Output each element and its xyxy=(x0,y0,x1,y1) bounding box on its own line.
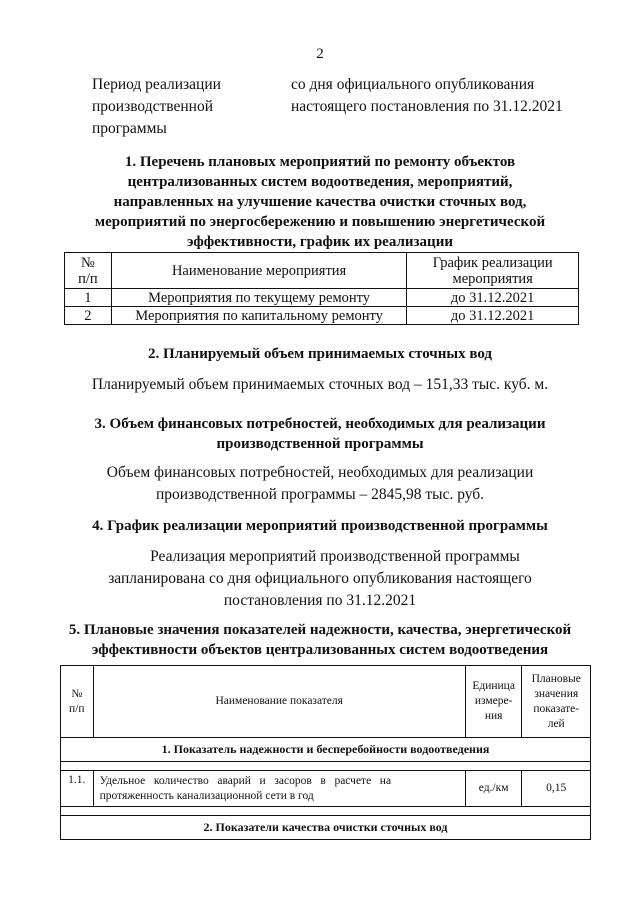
row-name-line: Удельное количество аварий и засоров в расчете на xyxy=(99,774,392,787)
period-label-line: программы xyxy=(92,120,167,137)
section4-text xyxy=(40,546,600,612)
section3-title-line: производственной программы xyxy=(216,436,424,452)
header-plan-line: лей xyxy=(547,717,565,730)
section4-text-line: запланирована со дня официального опубликования настоящего xyxy=(108,570,532,587)
header-schedule-line: мероприятия xyxy=(452,270,533,287)
table-spacer-row xyxy=(61,807,591,816)
header-unit-line: измере- xyxy=(474,695,513,707)
section3-text-line: Объем финансовых потребностей, необходимых для реализации xyxy=(106,464,534,481)
subsection-title: 2. Показатели качества очистки сточных вод xyxy=(61,816,591,840)
table-row xyxy=(61,771,591,807)
section4-title: 4. График реализации мероприятий производственной программы xyxy=(92,518,548,534)
row-num: 1 xyxy=(65,289,112,307)
section1-title-line: централизованных систем водоотведения, мероприятий, xyxy=(127,174,513,190)
header-schedule xyxy=(407,253,579,289)
section3-title xyxy=(40,414,600,454)
header-plan-line: значения xyxy=(534,687,579,700)
header-schedule-line: График реализации xyxy=(432,254,553,271)
header-plan-line: Плановые xyxy=(531,672,581,685)
section1-title xyxy=(40,152,600,252)
header-plan xyxy=(522,666,591,738)
row-schedule: до 31.12.2021 xyxy=(407,307,579,325)
header-num xyxy=(61,666,94,738)
spacer-cell xyxy=(61,807,591,816)
section3-text xyxy=(40,462,600,506)
period-label-line: Период реализации xyxy=(92,76,221,93)
table-section-row xyxy=(61,738,591,762)
row-num: 2 xyxy=(65,307,112,325)
section5-title xyxy=(40,620,600,660)
section1-title-line: 1. Перечень плановых мероприятий по ремонту объектов xyxy=(124,154,516,170)
header-plan-line: показате- xyxy=(533,702,580,715)
section1-title-line: эффективности, график их реализации xyxy=(187,234,453,250)
spacer-cell xyxy=(61,762,591,771)
table-row xyxy=(65,289,579,307)
table-row xyxy=(65,307,579,325)
section2-title: 2. Планируемый объем принимаемых сточных вод xyxy=(147,346,493,362)
header-num-line: п/п xyxy=(78,270,98,287)
section2-text: Планируемый объем принимаемых сточных вод – 151,33 тыс. куб. м. xyxy=(91,376,549,393)
table-header-row xyxy=(65,253,579,289)
page-number: 2 xyxy=(316,46,324,62)
header-name: Наименование мероприятия xyxy=(111,253,407,289)
header-unit-line: Единица xyxy=(472,680,515,692)
header-name: Наименование показателя xyxy=(93,666,465,738)
section5-title-line: 5. Плановые значения показателей надежности, качества, энергетической xyxy=(68,622,572,638)
period-label-line: производственной xyxy=(92,98,214,115)
period-value xyxy=(291,74,581,118)
table-header-row xyxy=(61,666,591,738)
indicators-table xyxy=(60,665,591,840)
row-name xyxy=(93,771,465,807)
table-spacer-row xyxy=(61,762,591,771)
header-unit xyxy=(465,666,522,738)
measures-table xyxy=(64,252,579,325)
subsection-title: 1. Показатель надежности и бесперебойности водоотведения xyxy=(61,738,591,762)
section1-title-line: мероприятий по энергосбережению и повышению энергетической xyxy=(94,214,546,230)
table-section-row xyxy=(61,816,591,840)
row-schedule: до 31.12.2021 xyxy=(407,289,579,307)
period-value-line: со дня официального опубликования xyxy=(291,76,535,93)
section4-text-line: постановления по 31.12.2021 xyxy=(223,592,417,609)
section4-text-line: Реализация мероприятий производственной программы xyxy=(150,548,520,565)
row-unit: ед./км xyxy=(465,771,522,807)
period-value-line: настоящего постановления по 31.12.2021 xyxy=(291,98,563,115)
header-num xyxy=(65,253,112,289)
header-unit-line: ния xyxy=(484,710,503,722)
section5-title-line: эффективности объектов централизованных систем водоотведения xyxy=(91,642,549,658)
section1-title-line: направленных на улучшение качества очистки сточных вод, xyxy=(113,194,527,210)
header-num-line: № xyxy=(80,254,95,271)
section3-text-line: производственной программы – 2845,98 тыс. руб. xyxy=(155,486,485,503)
section3-title-line: 3. Объем финансовых потребностей, необходимых для реализации xyxy=(94,416,546,432)
header-num-line: п/п xyxy=(69,702,85,715)
row-value: 0,15 xyxy=(522,771,591,807)
row-num: 1.1. xyxy=(61,771,94,807)
row-name: Мероприятия по капитальному ремонту xyxy=(111,307,407,325)
row-name: Мероприятия по текущему ремонту xyxy=(111,289,407,307)
row-name-line: протяженность канализационной сети в год xyxy=(99,789,314,802)
period-label xyxy=(92,74,272,140)
header-num-line: № xyxy=(71,687,83,700)
